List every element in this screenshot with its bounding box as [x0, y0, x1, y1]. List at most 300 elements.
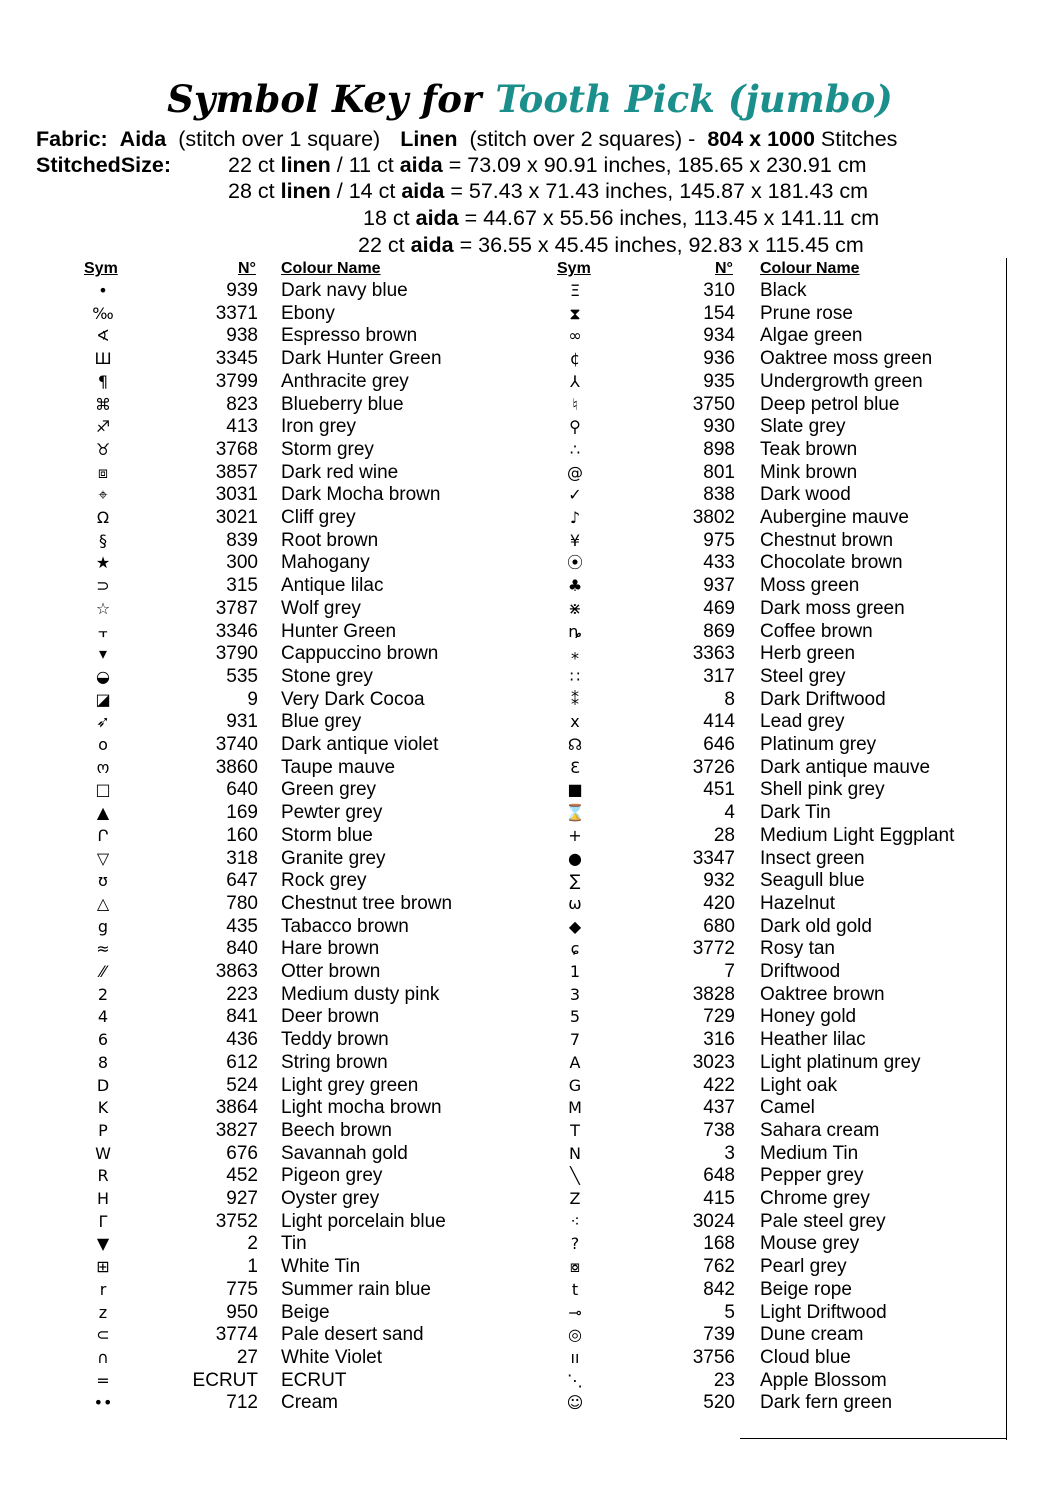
thread-number: 869 — [703, 620, 735, 642]
symbol-glyph: ∩ — [97, 1347, 109, 1367]
colour-name: Shell pink grey — [760, 779, 885, 801]
symbol-glyph: ♉ — [95, 439, 111, 459]
colour-name: Summer rain blue — [281, 1278, 431, 1300]
colour-name: Dark wood — [760, 484, 851, 506]
thread-number: 169 — [226, 802, 258, 824]
colour-name: Medium Tin — [760, 1142, 859, 1164]
colour-name: Espresso brown — [281, 325, 418, 347]
symbol-glyph: ¢ — [569, 349, 581, 369]
colour-name: Mouse grey — [760, 1233, 860, 1255]
table-row — [0, 1279, 1000, 1302]
header-sym: Sym — [557, 260, 591, 277]
symbol-glyph: ∷ — [569, 666, 581, 686]
colour-name: Dark Mocha brown — [281, 484, 441, 506]
colour-name: Root brown — [281, 529, 379, 551]
colour-name: Blueberry blue — [281, 393, 404, 415]
thread-number: 1 — [247, 1256, 258, 1278]
table-row — [0, 1165, 1000, 1188]
table-row — [0, 303, 1000, 326]
thread-number: 842 — [703, 1278, 735, 1300]
symbol-glyph: △ — [96, 893, 110, 913]
thread-number: 738 — [703, 1119, 735, 1141]
symbol-glyph: ⧗ — [569, 303, 581, 323]
table-row — [0, 1392, 1000, 1415]
colour-name: White Violet — [281, 1346, 383, 1368]
symbol-glyph: g — [97, 916, 109, 936]
symbol-glyph: ɕ — [570, 939, 580, 959]
symbol-glyph: ≈ — [96, 939, 110, 959]
thread-number: 646 — [703, 734, 735, 755]
colour-name: Light grey green — [281, 1074, 419, 1096]
thread-number: 469 — [703, 597, 735, 619]
header-colour-name: Colour Name — [760, 260, 860, 277]
thread-number: 676 — [226, 1142, 258, 1164]
table-row — [0, 1143, 1000, 1166]
colour-name: Heather lilac — [760, 1029, 866, 1051]
thread-number: 3 — [724, 1142, 735, 1164]
thread-number: 3346 — [215, 620, 258, 642]
colour-name: Dune cream — [760, 1324, 864, 1346]
thread-number: 939 — [226, 280, 258, 301]
symbol-glyph: ■ — [567, 780, 583, 800]
colour-name: Dark fern green — [760, 1392, 893, 1414]
thread-number: 3772 — [692, 938, 735, 960]
colour-name: Oyster grey — [281, 1188, 380, 1209]
table-row — [0, 439, 1000, 462]
colour-name: Light platinum grey — [760, 1051, 921, 1073]
thread-number: 3863 — [215, 961, 258, 982]
colour-name: Dark Hunter Green — [281, 348, 442, 370]
symbol-glyph: G — [568, 1075, 582, 1095]
symbol-glyph: ╲ — [570, 1166, 580, 1186]
symbol-glyph: ო — [96, 757, 110, 777]
thread-number: 318 — [226, 847, 258, 869]
colour-name: Honey gold — [760, 1006, 857, 1028]
colour-name: Oaktree brown — [760, 983, 885, 1005]
symbol-glyph: ∞ — [568, 326, 582, 346]
colour-name: Wolf grey — [281, 597, 361, 619]
symbol-glyph: ‰ — [92, 303, 114, 323]
table-row — [0, 552, 1000, 575]
thread-number: 27 — [236, 1346, 258, 1368]
colour-name: Medium Light Eggplant — [760, 824, 955, 846]
symbol-glyph: ⧈ — [97, 462, 109, 482]
table-row — [0, 984, 1000, 1007]
thread-number: 3860 — [215, 756, 258, 778]
colour-name: Light Driftwood — [760, 1301, 887, 1323]
colour-name: Dark antique mauve — [760, 756, 931, 778]
thread-number: 3371 — [215, 302, 258, 324]
symbol-glyph: ⫟ — [98, 621, 108, 641]
symbol-glyph: Ξ — [569, 281, 581, 300]
thread-number: 315 — [226, 575, 258, 597]
colour-name: Cream — [281, 1392, 339, 1414]
symbol-glyph: ⚲ — [569, 417, 581, 437]
thread-number: 931 — [226, 711, 258, 733]
symbol-glyph: •• — [93, 1393, 113, 1413]
symbol-glyph: ¥ — [569, 530, 581, 550]
table-row — [0, 711, 1000, 734]
colour-name: Driftwood — [760, 961, 841, 982]
symbol-glyph: ¶ — [97, 371, 109, 391]
table-row — [0, 1097, 1000, 1120]
symbol-glyph: ◪ — [95, 689, 111, 709]
colour-name: Chestnut tree brown — [281, 892, 453, 914]
colour-name: Hare brown — [281, 938, 380, 960]
symbol-glyph: Ր — [97, 825, 109, 845]
colour-name: Steel grey — [760, 665, 846, 687]
symbol-glyph: ▾ — [98, 644, 108, 664]
colour-name: Insect green — [760, 847, 865, 869]
symbol-glyph: 2 — [97, 984, 109, 1004]
colour-name: Light mocha brown — [281, 1097, 442, 1119]
symbol-glyph: ⅄ — [570, 371, 580, 391]
symbol-glyph: ♣ — [567, 576, 583, 596]
symbol-glyph: 5 — [569, 1007, 581, 1027]
thread-number: 3024 — [692, 1210, 735, 1232]
colour-name: Iron grey — [281, 416, 356, 438]
thread-number: 451 — [703, 779, 735, 801]
table-row — [0, 371, 1000, 394]
symbol-glyph: ⁎ — [571, 644, 579, 664]
colour-name: Moss green — [760, 575, 860, 597]
colour-name: Tin — [281, 1233, 307, 1255]
colour-name: Storm grey — [281, 438, 374, 460]
symbol-glyph: ▼ — [96, 1234, 110, 1254]
table-row — [0, 1052, 1000, 1075]
colour-name: Chocolate brown — [760, 552, 903, 574]
thread-number: 420 — [703, 892, 735, 914]
thread-number: 801 — [703, 461, 735, 483]
table-row — [0, 938, 1000, 961]
thread-number: 648 — [703, 1165, 735, 1187]
symbol-glyph: D — [96, 1075, 110, 1095]
colour-name: Beige rope — [760, 1278, 852, 1300]
thread-number: 3031 — [215, 484, 258, 506]
stitched-size-label: StitchedSize: — [36, 153, 171, 177]
thread-number: 3790 — [215, 643, 258, 665]
colour-name: Pigeon grey — [281, 1165, 383, 1187]
thread-number: 9 — [247, 688, 258, 710]
colour-name: Hunter Green — [281, 620, 397, 642]
table-row — [0, 689, 1000, 712]
thread-number: 414 — [703, 711, 735, 733]
header-sym: Sym — [84, 260, 118, 277]
table-row — [0, 462, 1000, 485]
symbol-glyph: 4 — [97, 1007, 109, 1027]
header-colour-name: Colour Name — [281, 260, 381, 277]
colour-name: Granite grey — [281, 847, 386, 869]
symbol-glyph: ? — [570, 1234, 580, 1254]
table-row — [0, 394, 1000, 417]
colour-name: Cliff grey — [281, 507, 356, 528]
thread-number: 3363 — [692, 643, 735, 665]
colour-name: Hazelnut — [760, 892, 835, 914]
colour-name: Very Dark Cocoa — [281, 688, 425, 710]
thread-number: 647 — [226, 870, 258, 892]
thread-number: 23 — [713, 1369, 735, 1391]
table-row — [0, 1256, 1000, 1279]
thread-number: 937 — [703, 575, 735, 597]
colour-name: ECRUT — [281, 1369, 347, 1391]
colour-name: Teak brown — [760, 438, 858, 460]
symbol-glyph: ★ — [95, 553, 111, 573]
symbol-glyph: H — [96, 1189, 110, 1208]
symbol-glyph: ⦿ — [566, 553, 583, 573]
symbol-glyph: Ш — [94, 349, 112, 369]
symbol-glyph: Γ — [98, 1211, 108, 1231]
symbol-glyph: ● — [568, 848, 582, 868]
colour-name: Otter brown — [281, 961, 381, 982]
symbol-glyph: r — [99, 1279, 107, 1299]
symbol-glyph: ✓ — [568, 485, 582, 505]
colour-name: Deep petrol blue — [760, 393, 900, 415]
colour-name: Slate grey — [760, 416, 846, 438]
thread-number: 3768 — [215, 438, 258, 460]
colour-name: Dark old gold — [760, 915, 872, 937]
table-row — [0, 1188, 1000, 1211]
symbol-glyph: ♪ — [569, 508, 581, 527]
colour-name: Herb green — [760, 643, 856, 665]
thread-number: 413 — [226, 416, 258, 438]
symbol-glyph: § — [99, 530, 107, 550]
colour-name: Green grey — [281, 779, 377, 801]
thread-number: 3857 — [215, 461, 258, 483]
thread-number: 168 — [703, 1233, 735, 1255]
colour-name: Prune rose — [760, 302, 853, 324]
symbol-glyph: ⊃ — [96, 576, 110, 596]
thread-number: 435 — [226, 915, 258, 937]
symbol-glyph: ▽ — [96, 848, 110, 868]
thread-number: 712 — [226, 1392, 258, 1414]
colour-name: Beige — [281, 1301, 330, 1323]
colour-name: Beech brown — [281, 1119, 392, 1141]
colour-name: Platinum grey — [760, 734, 877, 755]
symbol-glyph: ◆ — [568, 916, 582, 936]
colour-name: Rosy tan — [760, 938, 835, 960]
stitched-size-line: 18 ct aida = 44.67 x 55.56 inches, 113.45 x 141.11 cm — [363, 206, 880, 230]
colour-name: Black — [760, 280, 807, 301]
colour-name: Pale desert sand — [281, 1324, 424, 1346]
thread-number: 3774 — [215, 1324, 258, 1346]
thread-number: 934 — [703, 325, 735, 347]
table-row — [0, 1347, 1000, 1370]
colour-name: Dark antique violet — [281, 734, 439, 755]
table-row — [0, 643, 1000, 666]
symbol-glyph: P — [98, 1120, 108, 1140]
symbol-glyph: ⌛ — [565, 803, 585, 823]
colour-name: Oaktree moss green — [760, 348, 933, 370]
colour-name: Pewter grey — [281, 802, 383, 824]
symbol-glyph: ⊞ — [96, 1257, 110, 1277]
symbol-glyph: 8 — [97, 1052, 109, 1072]
symbol-glyph: A — [569, 1052, 581, 1072]
thread-number: 300 — [226, 552, 258, 574]
thread-number: 154 — [703, 302, 735, 324]
symbol-glyph: ⋇ — [568, 598, 582, 618]
symbol-glyph: K — [97, 1098, 109, 1118]
table-row — [0, 825, 1000, 848]
table-row — [0, 325, 1000, 348]
symbol-glyph: ∴ — [569, 439, 581, 459]
thread-number: 5 — [724, 1301, 735, 1323]
stitched-size-line: 28 ct linen / 14 ct aida = 57.43 x 71.43 inches, 145.87 x 181.43 cm — [228, 179, 869, 203]
table-row — [0, 621, 1000, 644]
table-row — [0, 575, 1000, 598]
symbol-glyph: ∑ — [569, 871, 581, 891]
table-row — [0, 1302, 1000, 1325]
symbol-glyph: □ — [95, 780, 111, 800]
symbol-glyph: N — [569, 1143, 581, 1163]
table-row — [0, 666, 1000, 689]
colour-name: Aubergine mauve — [760, 507, 909, 528]
table-row — [0, 848, 1000, 871]
thread-number: 3864 — [215, 1097, 258, 1119]
table-row — [0, 916, 1000, 939]
symbol-glyph: 3 — [569, 984, 581, 1004]
symbol-glyph: ȵ — [568, 621, 582, 641]
table-border-right — [1006, 258, 1007, 1440]
thread-number: 3021 — [215, 507, 258, 528]
thread-number: 3023 — [692, 1051, 735, 1073]
symbol-glyph: ω — [568, 893, 582, 913]
symbol-glyph: ◒ — [96, 666, 110, 686]
thread-number: 28 — [713, 824, 735, 846]
thread-number: 535 — [226, 665, 258, 687]
symbol-glyph: ⌖ — [98, 485, 108, 505]
symbol-glyph: ⧇ — [569, 1257, 581, 1277]
thread-number: 2 — [247, 1233, 258, 1255]
thread-number: 4 — [724, 802, 735, 824]
colour-name: Dark navy blue — [281, 280, 408, 301]
symbol-glyph: o — [98, 735, 108, 754]
thread-number: 7 — [724, 961, 735, 982]
symbol-glyph: ıı — [570, 1347, 580, 1367]
thread-number: 3347 — [692, 847, 735, 869]
thread-number: 310 — [703, 280, 735, 301]
thread-number: 640 — [226, 779, 258, 801]
symbol-glyph: @ — [567, 462, 583, 482]
thread-number: 8 — [724, 688, 735, 710]
thread-number: 3756 — [692, 1346, 735, 1368]
stitched-size-line: 22 ct linen / 11 ct aida = 73.09 x 90.91 inches, 185.65 x 230.91 cm — [228, 153, 867, 177]
colour-name: Ebony — [281, 302, 335, 324]
colour-name: Cappuccino brown — [281, 643, 439, 665]
colour-name: Medium dusty pink — [281, 983, 440, 1005]
colour-name: Sahara cream — [760, 1119, 880, 1141]
header-num: N° — [238, 260, 256, 277]
table-row — [0, 870, 1000, 893]
colour-name: Camel — [760, 1097, 815, 1119]
colour-name: Mink brown — [760, 461, 858, 483]
colour-name: Undergrowth green — [760, 370, 923, 392]
symbol-glyph: ⋱ — [567, 1370, 583, 1390]
colour-name: Light porcelain blue — [281, 1210, 446, 1232]
symbol-glyph: W — [95, 1143, 111, 1163]
colour-name: Apple Blossom — [760, 1369, 887, 1391]
thread-number: 3726 — [692, 756, 735, 778]
colour-name: Cloud blue — [760, 1346, 851, 1368]
symbol-glyph: ☆ — [95, 598, 111, 618]
colour-name: Pale steel grey — [760, 1210, 886, 1232]
thread-number: 437 — [703, 1097, 735, 1119]
table-row — [0, 280, 1000, 303]
colour-name: Taupe mauve — [281, 756, 396, 778]
colour-name: Savannah gold — [281, 1142, 408, 1164]
thread-number: 433 — [703, 552, 735, 574]
table-row — [0, 1075, 1000, 1098]
table-row — [0, 1029, 1000, 1052]
header-num: N° — [715, 260, 733, 277]
colour-name: Dark Tin — [760, 802, 831, 824]
symbol-glyph: ⊂ — [96, 1325, 110, 1345]
symbol-glyph: ▲ — [96, 803, 110, 823]
table-row — [0, 802, 1000, 825]
symbol-glyph: Ɛ — [570, 757, 580, 777]
symbol-glyph: R — [97, 1166, 109, 1186]
thread-number: 839 — [226, 529, 258, 551]
thread-number: 3750 — [692, 393, 735, 415]
symbol-glyph: = — [96, 1370, 110, 1390]
symbol-glyph: ➶ — [96, 712, 110, 732]
symbol-glyph: ♮ — [572, 394, 578, 414]
symbol-glyph: 7 — [569, 1030, 581, 1050]
thread-number: 935 — [703, 370, 735, 392]
thread-number: 3799 — [215, 370, 258, 392]
colour-name: Rock grey — [281, 870, 367, 892]
symbol-glyph: ♐ — [95, 417, 111, 437]
thread-number: 938 — [226, 325, 258, 347]
colour-name: Algae green — [760, 325, 863, 347]
symbol-glyph: Ω — [96, 508, 110, 527]
colour-name: String brown — [281, 1051, 388, 1073]
symbol-glyph: ʊ — [98, 871, 108, 891]
table-row — [0, 416, 1000, 439]
colour-name: Pepper grey — [760, 1165, 864, 1187]
symbol-glyph: z — [98, 1302, 108, 1322]
colour-name: Antique lilac — [281, 575, 384, 597]
thread-number: 436 — [226, 1029, 258, 1051]
symbol-glyph: M — [568, 1098, 582, 1118]
table-row — [0, 348, 1000, 371]
symbol-glyph: x — [570, 712, 580, 732]
thread-number: 739 — [703, 1324, 735, 1346]
page-title — [0, 74, 1060, 124]
thread-number: 936 — [703, 348, 735, 370]
symbol-glyph: ∢ — [96, 326, 110, 346]
thread-number: 975 — [703, 529, 735, 551]
thread-number: 160 — [226, 824, 258, 846]
thread-number: 841 — [226, 1006, 258, 1028]
symbol-glyph: ⌘ — [95, 394, 111, 414]
thread-number: 524 — [226, 1074, 258, 1096]
table-row — [0, 1120, 1000, 1143]
table-row — [0, 1233, 1000, 1256]
thread-number: 762 — [703, 1256, 735, 1278]
thread-number: 823 — [226, 393, 258, 415]
thread-number: 729 — [703, 1006, 735, 1028]
table-row — [0, 734, 1000, 757]
pattern-name: Tooth Pick (jumbo) — [495, 77, 893, 121]
colour-name: Stone grey — [281, 665, 373, 687]
table-row — [0, 530, 1000, 553]
thread-number: 3752 — [215, 1210, 258, 1232]
thread-number: 3828 — [692, 983, 735, 1005]
thread-number: 3827 — [215, 1119, 258, 1141]
thread-number: 317 — [703, 665, 735, 687]
thread-number: 930 — [703, 416, 735, 438]
symbol-glyph: Z — [569, 1189, 581, 1208]
